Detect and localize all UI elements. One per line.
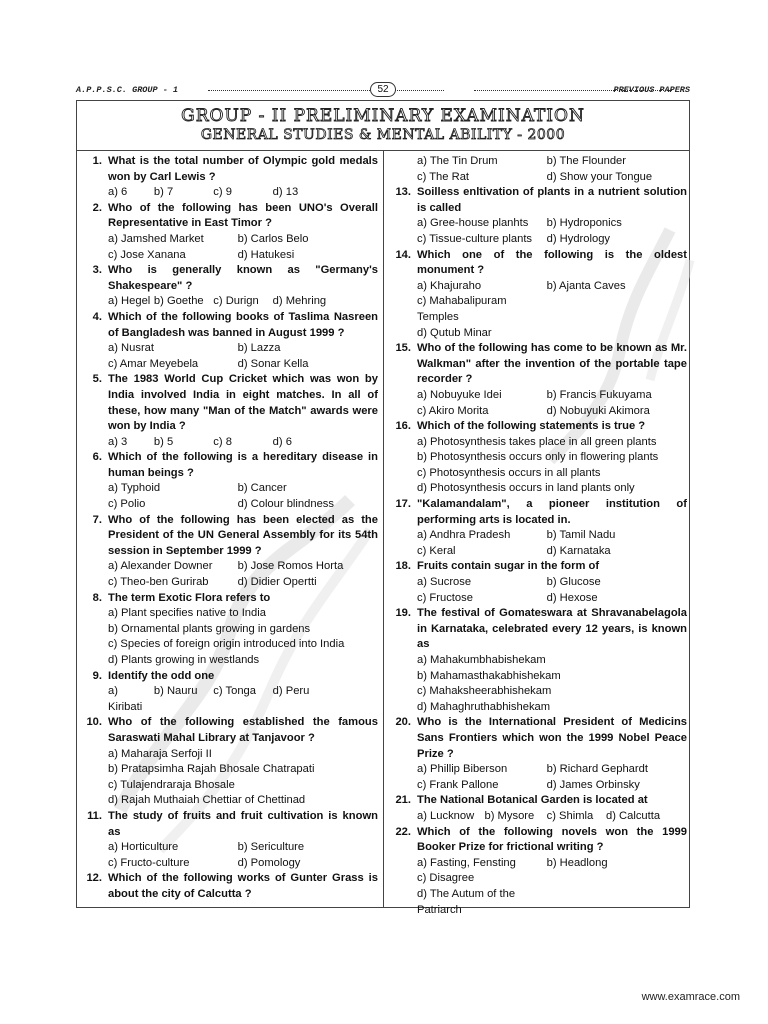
option: a) Fasting, Fensting <box>417 856 516 869</box>
question-number: 10. <box>86 716 102 729</box>
options-group <box>417 762 687 793</box>
question-number: 21. <box>395 794 411 807</box>
option: c) 9 <box>213 186 232 199</box>
question-text: Who of the following has been elected as the President of the UN General Assembly for its 54th session in September 1999 ? <box>108 513 378 557</box>
option: a) Hegel <box>108 295 151 308</box>
options-group <box>417 856 687 918</box>
option: b) Francis Fukuyama <box>546 388 652 401</box>
question-number: 9. <box>92 669 102 682</box>
option: b) Glucose <box>546 576 601 589</box>
option: b) Headlong <box>546 856 608 869</box>
option: c) Mahabalipuram Temples <box>417 295 507 323</box>
question-text: Which of the following novels won the 1999 Booker Prize for frictional writing ? <box>417 825 687 854</box>
option: b) Tamil Nadu <box>546 529 616 542</box>
option: a) 6 <box>108 186 128 199</box>
question-number: 1. <box>92 155 102 167</box>
option: a) Gree-house planhts <box>417 217 529 230</box>
option: d) Peru <box>272 685 310 698</box>
options-group <box>417 528 687 559</box>
option: b) Hydroponics <box>546 217 622 230</box>
option: c) Mahaksheerabhishekam <box>417 685 552 698</box>
option: d) Calcutta <box>605 809 661 822</box>
question-number: 16. <box>395 420 411 433</box>
question-text: Identify the odd one <box>108 669 215 682</box>
option: b) Carlos Belo <box>237 232 309 245</box>
option: c) The Rat <box>417 170 470 183</box>
question-item <box>80 871 378 902</box>
option: c) Keral <box>417 544 456 557</box>
question-number: 3. <box>92 264 102 277</box>
question-text: Who of the following has come to be known as Mr. Walkman" after the invention of the portable tape recorder ? <box>417 342 687 386</box>
column-divider <box>383 150 384 907</box>
options-group <box>417 435 687 497</box>
option: b) Lazza <box>237 342 281 355</box>
option: a) Nobuyuke Idei <box>417 388 502 401</box>
question-number: 5. <box>92 373 102 386</box>
exam-title: GROUP - II PRELIMINARY EXAMINATION <box>181 106 585 126</box>
option: c) Theo-ben Gurirab <box>108 576 209 589</box>
option: c) Frank Pallone <box>417 778 499 791</box>
option: c) Species of foreign origin introduced into India <box>108 638 345 651</box>
option: b) Jose Romos Horta <box>237 560 344 573</box>
option: b) The Flounder <box>546 155 626 167</box>
option: a) Horticulture <box>108 841 179 854</box>
question-number: 2. <box>92 201 102 214</box>
question-item <box>80 450 378 512</box>
question-item <box>389 825 687 919</box>
question-text: Who is generally known as "Germany's Shakespeare" ? <box>108 264 378 292</box>
option: c) Durign <box>213 295 259 308</box>
options-group <box>417 388 687 419</box>
question-text: "Kalamandalam", a pioneer institution of performing arts is located in. <box>417 498 687 526</box>
question-item <box>389 419 687 497</box>
question-text: What is the total number of Olympic gold medals won by Carl Lewis ? <box>108 155 378 183</box>
question-item <box>389 606 687 715</box>
option: d) Pomology <box>237 856 301 869</box>
option: a) Mahakumbhabishekam <box>417 654 546 666</box>
option: b) Ornamental plants growing in gardens <box>108 622 311 635</box>
left-column <box>80 154 378 903</box>
question-item <box>389 248 687 342</box>
option: d) Rajah Muthaiah Chettiar of Chettinad <box>108 794 306 807</box>
option: a) Typhoid <box>108 482 161 495</box>
question-text: Which one of the following is the oldest monument ? <box>417 248 687 277</box>
question-item <box>389 341 687 419</box>
option: a) Lucknow <box>417 809 475 822</box>
question-text: Which of the following is a hereditary disease in human beings ? <box>108 451 378 479</box>
question-item <box>80 154 378 201</box>
option: b) 7 <box>153 186 174 199</box>
question-number: 6. <box>92 451 102 464</box>
option: c) Jose Xanana <box>108 248 186 261</box>
option: d) Sonar Kella <box>237 357 309 370</box>
question-text: Which of the following books of Taslima Nasreen of Bangladesh was banned in August 1999 ? <box>108 310 378 339</box>
option: d) 13 <box>272 186 299 199</box>
option: a) Photosynthesis takes place in all green plants <box>417 435 657 448</box>
option: a) Kiribati <box>108 685 143 713</box>
options-group <box>108 840 378 871</box>
question-number: 14. <box>395 248 411 261</box>
question-number: 22. <box>395 825 411 838</box>
option <box>547 294 687 325</box>
option: d) 6 <box>272 435 292 448</box>
option: a) Jamshed Market <box>108 232 204 245</box>
options-group <box>108 435 378 451</box>
option: c) Tonga <box>213 685 256 698</box>
option: c) Tissue-culture plants <box>417 232 533 245</box>
options-group <box>417 216 687 247</box>
option: a) Andhra Pradesh <box>417 529 511 542</box>
option: b) Mysore <box>484 809 535 822</box>
question-text: The 1983 World Cup Cricket which was won by India involved India in eight matches. In all of these, how many "Man of the Match" awards were won by India ? <box>108 373 378 433</box>
option: a) Nusrat <box>108 342 155 355</box>
question-number: 8. <box>92 591 102 604</box>
option: d) Photosynthesis occurs in land plants only <box>417 482 635 495</box>
q12-options <box>389 154 687 185</box>
footer-website: www.examrace.com <box>641 991 740 1003</box>
question-item <box>80 372 378 450</box>
option: d) Didier Opertti <box>237 576 317 589</box>
title-box <box>77 101 689 151</box>
options-group <box>108 606 378 668</box>
option <box>547 326 687 342</box>
option: c) Tulajendraraja Bhosale <box>108 778 235 791</box>
option: a) Alexander Downer <box>108 560 213 573</box>
option: d) Karnataka <box>546 544 611 557</box>
option: c) Fructose <box>417 591 473 604</box>
question-text: The festival of Gomateswara at Shravanabelagola in Karnataka, celebrated every 12 years, is known as <box>417 607 687 651</box>
question-item <box>80 201 378 263</box>
option: d) Hexose <box>546 591 598 604</box>
question-item <box>389 497 687 559</box>
options-group <box>108 481 378 512</box>
question-item <box>80 669 378 716</box>
options-group <box>417 809 687 825</box>
option: d) Plants growing in westlands <box>108 654 260 666</box>
option: c) Photosynthesis occurs in all plants <box>417 466 601 479</box>
options-group <box>108 559 378 590</box>
question-text: Who of the following has been UNO's Overall Representative in East Timor ? <box>108 201 378 230</box>
options-group <box>108 185 378 201</box>
question-number: 19. <box>395 607 411 620</box>
option: d) Mehring <box>272 295 327 308</box>
option: b) 5 <box>153 435 174 448</box>
header-left: A.P.P.S.C. GROUP - 1 <box>76 85 179 95</box>
question-text: The study of fruits and fruit cultivation is known as <box>108 809 378 838</box>
question-text: Fruits contain sugar in the form of <box>417 560 600 573</box>
option: c) Polio <box>108 498 146 511</box>
question-item <box>80 263 378 310</box>
option: b) Ajanta Caves <box>546 279 626 292</box>
question-text: The term Exotic Flora refers to <box>108 591 271 604</box>
option: d) Hatukesi <box>237 248 295 261</box>
option: b) Richard Gephardt <box>546 763 648 776</box>
option: d) Mahaghruthabhishekam <box>417 700 551 713</box>
question-item <box>80 591 378 669</box>
options-group <box>108 684 378 715</box>
option: d) Nobuyuki Akimora <box>546 404 650 417</box>
question-item <box>389 185 687 247</box>
question-text: Who of the following established the famous Saraswati Mahal Library at Tanjavoor ? <box>108 716 378 744</box>
question-item <box>389 559 687 606</box>
question-text: Who is the International President of Medicins Sans Frontiers which won the 1999 Nobel Peace Prize ? <box>417 716 687 760</box>
option: d) Hydrology <box>546 232 611 245</box>
option: c) Disagree <box>417 872 475 885</box>
option: c) Shimla <box>546 809 594 822</box>
option: a) The Tin Drum <box>417 155 498 167</box>
option: b) Cancer <box>237 482 287 495</box>
header-right: PREVIOUS PAPERS <box>613 85 690 95</box>
question-item <box>389 715 687 793</box>
option: b) Mahamasthakabhishekam <box>417 669 561 682</box>
option: b) Goethe <box>153 295 204 308</box>
question-number: 18. <box>395 560 411 573</box>
option: a) Sucrose <box>417 576 472 589</box>
options-group <box>108 747 378 809</box>
question-item <box>80 715 378 809</box>
question-text: The National Botanical Garden is located at <box>417 794 648 807</box>
option: b) Photosynthesis occurs only in flowering plants <box>417 451 659 464</box>
option <box>547 871 687 887</box>
options-group <box>417 653 687 715</box>
option: b) Nauru <box>153 685 198 698</box>
option: c) Akiro Morita <box>417 404 489 417</box>
question-number: 11. <box>87 809 102 822</box>
question-item <box>80 809 378 871</box>
option: c) 8 <box>213 435 232 448</box>
option: d) The Autum of the Patriarch <box>417 887 516 916</box>
options-group <box>108 232 378 263</box>
question-item <box>80 513 378 591</box>
option: a) Plant specifies native to India <box>108 607 266 620</box>
option: d) Colour blindness <box>237 498 334 511</box>
option: a) 3 <box>108 435 128 448</box>
options-group <box>417 279 687 341</box>
option: d) James Orbinsky <box>546 778 640 791</box>
question-number: 4. <box>92 310 102 323</box>
option: a) Khajuraho <box>417 279 482 292</box>
option: a) Maharaja Serfoji II <box>108 747 212 760</box>
options-group <box>108 341 378 372</box>
question-number: 17. <box>395 498 411 511</box>
option: a) Phillip Biberson <box>417 763 508 776</box>
question-number: 15. <box>395 342 411 355</box>
question-text: Which of the following works of Gunter Grass is about the city of Calcutta ? <box>108 872 378 900</box>
question-number: 12. <box>86 872 102 885</box>
option: b) Pratapsimha Rajah Bhosale Chatrapati <box>108 763 315 776</box>
question-number: 13. <box>395 186 411 199</box>
option: c) Fructo-culture <box>108 856 190 869</box>
header-dots-left <box>208 90 444 91</box>
question-number: 20. <box>395 716 411 729</box>
option: b) Sericulture <box>237 841 305 854</box>
question-text: Soilless enltivation of plants in a nutrient solution is called <box>417 186 687 214</box>
option <box>547 887 687 918</box>
options-group <box>417 575 687 606</box>
option: c) Amar Meyebela <box>108 357 199 370</box>
question-item <box>80 310 378 372</box>
option: d) Show your Tongue <box>546 170 653 183</box>
page-number: 52 <box>370 82 396 97</box>
question-text: Which of the following statements is true ? <box>417 420 646 433</box>
option: d) Qutub Minar <box>417 326 492 339</box>
exam-subtitle: GENERAL STUDIES & MENTAL ABILITY - 2000 <box>200 127 566 143</box>
question-number: 7. <box>92 513 102 526</box>
right-column <box>389 154 687 918</box>
options-group <box>108 294 378 310</box>
question-item <box>389 793 687 824</box>
